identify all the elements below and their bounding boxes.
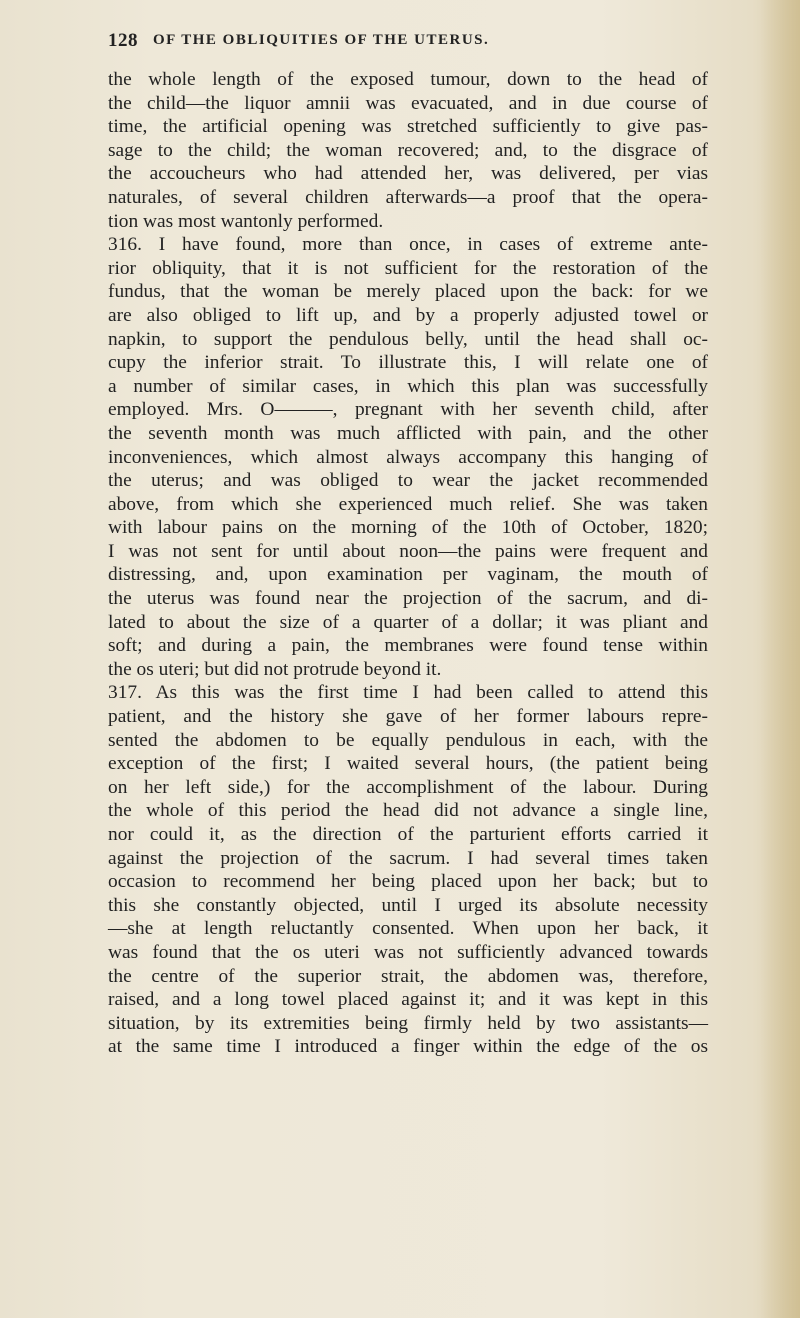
text-line: patient, and the history she gave of her former labours repre-	[108, 706, 708, 728]
text-line: sage to the child; the woman recovered; and, to the disgrace of	[108, 139, 708, 161]
paragraph-start-316: 316. I have found, more than once, in cases of extreme ante-	[108, 234, 708, 256]
text-line: sented the abdomen to be equally pendulous in each, with the	[108, 729, 708, 751]
text-line: tion was most wantonly performed.	[108, 210, 384, 232]
text-line: inconveniences, which almost always accompany this hanging of	[108, 446, 708, 468]
page-header	[108, 30, 698, 56]
text-line: with labour pains on the morning of the 10th of October, 1820;	[108, 517, 708, 539]
text-line: the whole length of the exposed tumour, down to the head of	[108, 69, 708, 90]
text-line: the centre of the superior strait, the abdomen was, therefore,	[108, 965, 708, 987]
text-line: occasion to recommend her being placed upon her back; but to	[108, 871, 708, 893]
text-line: situation, by its extremities being firmly held by two assistants—	[108, 1012, 708, 1034]
text-line: lated to about the size of a quarter of a dollar; it was pliant and	[108, 611, 708, 633]
text-line: this she constantly objected, until I urged its absolute necessity	[108, 894, 708, 916]
text-line: the accoucheurs who had attended her, was delivered, per vias	[108, 163, 708, 185]
text-line: raised, and a long towel placed against it; and it was kept in this	[108, 989, 708, 1011]
paragraph-start-317: 317. As this was the first time I had been called to attend this	[108, 682, 708, 704]
text-line: the os uteri; but did not protrude beyond it.	[108, 658, 442, 680]
running-head: OF THE OBLIQUITIES OF THE UTERUS.	[153, 32, 490, 48]
page-edge-shadow	[760, 0, 800, 1318]
body-text	[108, 68, 708, 1059]
text-line: naturales, of several children afterwards—a proof that the opera-	[108, 186, 708, 208]
text-line: the uterus; and was obliged to wear the jacket recommended	[108, 470, 708, 492]
text-line: —she at length reluctantly consented. When upon her back, it	[108, 918, 708, 940]
text-line: are also obliged to lift up, and by a properly adjusted towel or	[108, 304, 708, 326]
text-line: the uterus was found near the projection of the sacrum, and di-	[108, 588, 708, 610]
text-line: against the projection of the sacrum. I had several times taken	[108, 847, 708, 869]
text-line: time, the artificial opening was stretched sufficiently to give pas-	[108, 116, 708, 138]
text-line: at the same time I introduced a finger within the edge of the os	[108, 1036, 708, 1058]
text-line: distressing, and, upon examination per vaginam, the mouth of	[108, 564, 708, 586]
text-line: a number of similar cases, in which this plan was successfully	[108, 375, 708, 397]
text-line: I was not sent for until about noon—the pains were frequent and	[108, 540, 708, 562]
text-line: employed. Mrs. O———, pregnant with her seventh child, after	[108, 399, 708, 421]
text-line: the child—the liquor amnii was evacuated, and in due course of	[108, 92, 708, 114]
text-line: the whole of this period the head did not advance a single line,	[108, 800, 708, 822]
text-line: fundus, that the woman be merely placed upon the back: for we	[108, 281, 708, 303]
page-number: 128	[108, 30, 138, 51]
text-line: rior obliquity, that it is not sufficient for the restoration of the	[108, 257, 708, 279]
text-line: cupy the inferior strait. To illustrate this, I will relate one of	[108, 352, 708, 374]
text-line: soft; and during a pain, the membranes were found tense within	[108, 635, 708, 657]
text-line: on her left side,) for the accomplishment of the labour. During	[108, 776, 708, 798]
text-line: napkin, to support the pendulous belly, until the head shall oc-	[108, 328, 708, 350]
text-line: nor could it, as the direction of the parturient efforts carried it	[108, 824, 708, 845]
text-line: was found that the os uteri was not sufficiently advanced towards	[108, 941, 708, 963]
text-line: above, from which she experienced much relief. She was taken	[108, 493, 708, 515]
text-line: exception of the first; I waited several hours, (the patient being	[108, 753, 708, 775]
text-line: the seventh month was much afflicted with pain, and the other	[108, 422, 708, 444]
